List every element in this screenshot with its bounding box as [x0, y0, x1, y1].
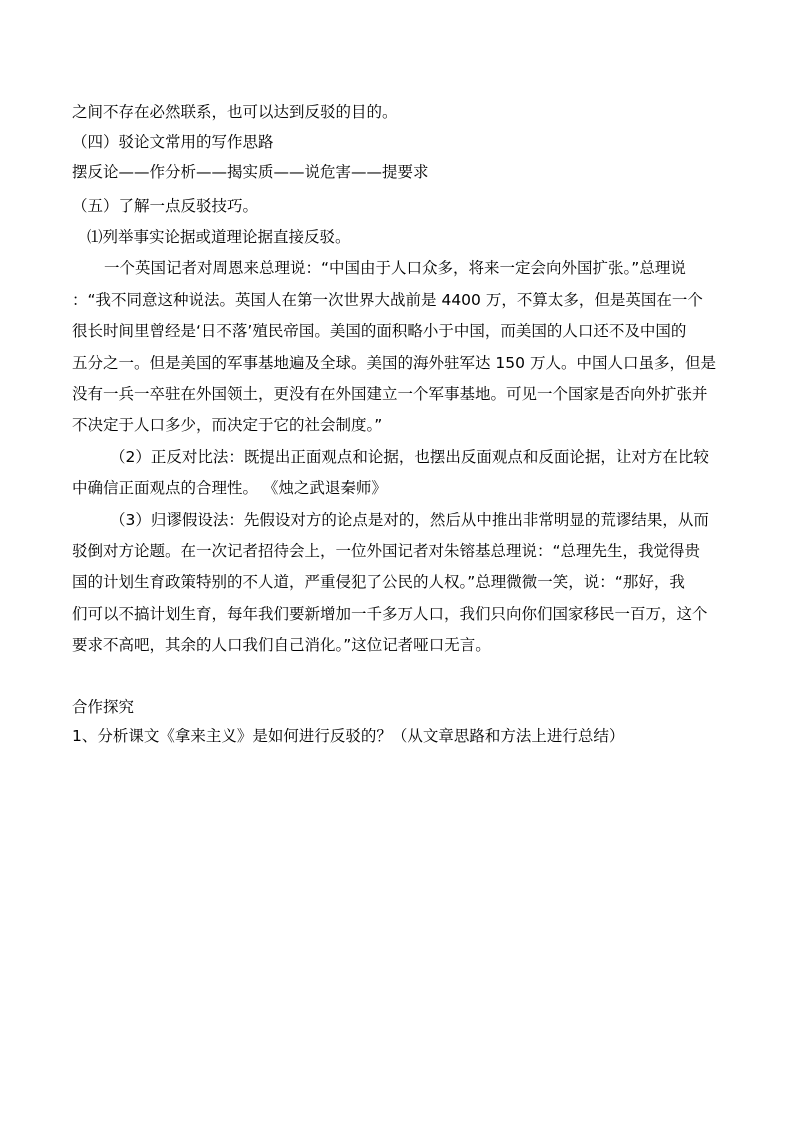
technique-3-line-3: 国的计划生育政策特别的不人道，严重侵犯了公民的人权。”总理微微一笑，说：“那好，我: [72, 573, 685, 591]
technique-2-line-2: 中确信正面观点的合理性。 《烛之武退秦师》: [72, 479, 387, 497]
paragraph-1-line-4: 五分之一。但是美国的军事基地遍及全球。美国的海外驻军达 150 万人。中国人口虽多，但是: [72, 354, 716, 372]
section-heading-5: （五）了解一点反驳技巧。: [72, 197, 259, 215]
section-heading-4: （四）驳论文常用的写作思路: [72, 133, 274, 151]
paragraph-1-line-2: ：“我不同意这种说法。英国人在第一次世界大战前是 4400 万，不算太多，但是英国在一个: [72, 291, 703, 309]
question-1: 1、分析课文《拿来主义》是如何进行反驳的？（从文章思路和方法上进行总结）: [72, 727, 625, 745]
technique-3-line-4: 们可以不搞计划生育，每年我们要新增加一千多万人口，我们只向你们国家移民一百万，这个: [72, 605, 708, 623]
paragraph-1-line-6: 不决定于人口多少，而决定于它的社会制度。”: [72, 416, 383, 434]
paragraph-1-line-1: 一个英国记者对周恩来总理说：“中国由于人口众多，将来一定会向外国扩张。”总理说: [104, 259, 686, 277]
text-line-3: 摆反论——作分析——揭实质——说危害——提要求: [72, 163, 429, 181]
text-line-1: 之间不存在必然联系，也可以达到反驳的目的。: [72, 103, 398, 121]
technique-1-heading: ⑴列举事实论据或道理论据直接反驳。: [87, 228, 351, 246]
paragraph-1-line-3: 很长时间里曾经是‘日不落’殖民帝国。美国的面积略小于中国，而美国的人口还不及中国的: [72, 322, 687, 340]
technique-2-line-1: （2）正反对比法：既提出正面观点和论据，也摆出反面观点和反面论据，让对方在比较: [110, 448, 709, 466]
cooperative-inquiry-heading: 合作探究: [72, 698, 135, 716]
technique-3-line-5: 要求不高吧，其余的人口我们自己消化。”这位记者哑口无言。: [72, 636, 491, 654]
technique-3-line-2: 驳倒对方论题。在一次记者招待会上，一位外国记者对朱镕基总理说：“总理先生，我觉得贵: [72, 542, 701, 560]
paragraph-1-line-5: 没有一兵一卒驻在外国领土，更没有在外国建立一个军事基地。可见一个国家是否向外扩张并: [72, 385, 708, 403]
technique-3-line-1: （3）归谬假设法：先假设对方的论点是对的，然后从中推出非常明显的荒谬结果，从而: [110, 511, 709, 529]
